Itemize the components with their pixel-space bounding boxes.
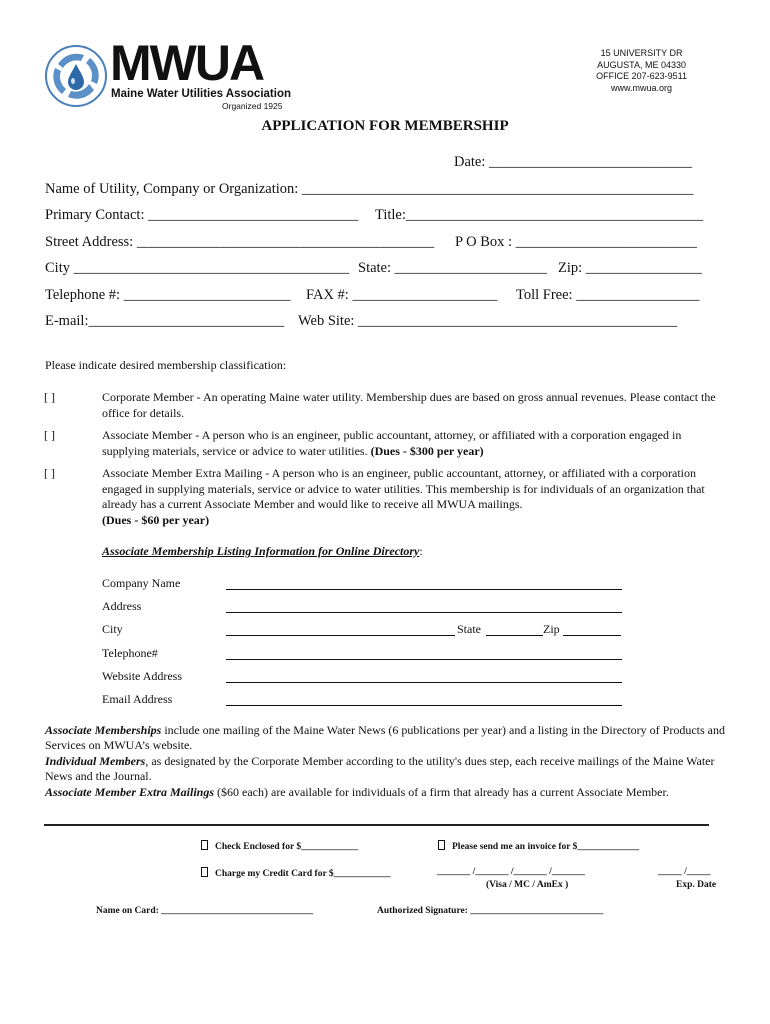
check-box-icon xyxy=(438,840,445,850)
state-field[interactable]: State: _____________________ xyxy=(358,260,547,276)
page-title: APPLICATION FOR MEMBERSHIP xyxy=(261,118,509,134)
associate-checkbox[interactable]: [ ] xyxy=(44,428,55,442)
website-address-label: Website Address xyxy=(102,669,183,683)
title-field[interactable]: Title:_________________________________________ xyxy=(375,207,704,223)
credit-card-option[interactable]: Charge my Credit Card for $____________ xyxy=(201,867,391,879)
extra-mailing-dues: (Dues - $60 per year) xyxy=(102,512,210,527)
expiration-field[interactable]: _____ /_____ xyxy=(658,867,711,877)
membership-notes: Associate Memberships include one mailing of the Maine Water News (6 publications per year) and a listing in the Directory of Products and Services on MWUA’s website. Individual Members, as designated by the Corporate Member according to the utility's dues step, each receive mailings of the Maine Water News and the Journal. Associate Member Extra Mailings ($60 each) are available for individuals of a firm that already has a current Associate Member. xyxy=(45,723,725,799)
address-line[interactable] xyxy=(226,612,622,613)
website-field[interactable]: Web Site: ____________________________________________ xyxy=(298,313,678,329)
email-address-label: Email Address xyxy=(102,692,173,706)
email-address-line[interactable] xyxy=(226,705,622,706)
address-label: Address xyxy=(102,599,142,613)
associate-description: Associate Member - A person who is an engineer, public accountant, attorney, or affiliated with a corporation engaged in supplying materials, service or advice to water utilities. (Dues - $300 per year) xyxy=(102,428,682,458)
address-city: AUGUSTA, ME 04330 xyxy=(597,59,686,70)
dir-zip-label: Zip xyxy=(543,622,560,636)
logo-wordmark: MWUA xyxy=(110,35,264,91)
check-box-icon xyxy=(201,867,208,877)
primary-contact-field[interactable]: Primary Contact: _____________________________ xyxy=(45,207,359,223)
address-block xyxy=(596,48,687,94)
telephone-line[interactable] xyxy=(226,659,622,660)
date-field[interactable]: Date: ____________________________ xyxy=(454,154,693,170)
dir-city-label: City xyxy=(102,622,123,636)
po-box-field[interactable]: P O Box : _________________________ xyxy=(455,234,697,250)
toll-free-field[interactable]: Toll Free: _________________ xyxy=(516,287,700,303)
water-drop-logo-icon xyxy=(44,44,108,108)
address-street: 15 UNIVERSITY DR xyxy=(600,48,683,58)
card-types-label: (Visa / MC / AmEx ) xyxy=(486,880,569,890)
street-address-field[interactable]: Street Address: _________________________________________ xyxy=(45,234,435,250)
address-phone: OFFICE 207-623-9511 xyxy=(596,71,687,81)
check-box-icon xyxy=(201,840,208,850)
invoice-option[interactable]: Please send me an invoice for $_____________ xyxy=(438,840,639,852)
telephone-label: Telephone# xyxy=(102,646,158,660)
card-number-field[interactable]: _______ /_______ /_______ /_______ xyxy=(437,867,586,877)
expiration-label: Exp. Date xyxy=(676,880,717,890)
dir-state-line[interactable] xyxy=(486,635,543,636)
directory-heading: Associate Membership Listing Information for Online Directory: xyxy=(102,544,423,558)
logo-organized: Organized 1925 xyxy=(222,101,283,111)
dir-zip-line[interactable] xyxy=(563,635,621,636)
website-address-line[interactable] xyxy=(226,682,622,683)
dir-state-label: State xyxy=(457,622,481,636)
email-field[interactable]: E-mail:___________________________ xyxy=(45,313,285,329)
telephone-field[interactable]: Telephone #: _______________________ xyxy=(45,287,291,303)
corporate-description: Corporate Member - An operating Maine water utility. Membership dues are based on gross annual revenues. Please contact the office for details. xyxy=(102,390,716,420)
organization-name-field[interactable]: Name of Utility, Company or Organization: ______________________________________________________ xyxy=(45,181,694,197)
corporate-checkbox[interactable]: [ ] xyxy=(44,390,55,404)
name-on-card-field[interactable]: Name on Card: ________________________________ xyxy=(96,906,314,916)
dir-city-line[interactable] xyxy=(226,635,455,636)
divider xyxy=(44,824,709,826)
company-name-line[interactable] xyxy=(226,589,622,590)
associate-dues: (Dues - $300 per year) xyxy=(370,443,484,458)
company-name-label: Company Name xyxy=(102,576,181,590)
classification-prompt: Please indicate desired membership classification: xyxy=(45,358,287,372)
check-enclosed-option[interactable]: Check Enclosed for $____________ xyxy=(201,840,358,852)
authorized-signature-field[interactable]: Authorized Signature: ____________________________ xyxy=(377,906,604,916)
fax-field[interactable]: FAX #: ____________________ xyxy=(306,287,498,303)
zip-field[interactable]: Zip: ________________ xyxy=(558,260,702,276)
extra-mailing-checkbox[interactable]: [ ] xyxy=(44,466,55,480)
logo-subtitle: Maine Water Utilities Association xyxy=(111,88,291,100)
city-field[interactable]: City ______________________________________ xyxy=(45,260,350,276)
address-website: www.mwua.org xyxy=(611,82,673,93)
extra-mailing-description: Associate Member Extra Mailing - A person who is an engineer, public accountant, attorney, or affiliated with a corporation engaged in supplying materials, service or advice to water utilities. This membership is for individuals of an organization that already has a current Associate Member and would like to receive all MWUA mailings. (Dues - $60 per year) xyxy=(102,466,705,527)
